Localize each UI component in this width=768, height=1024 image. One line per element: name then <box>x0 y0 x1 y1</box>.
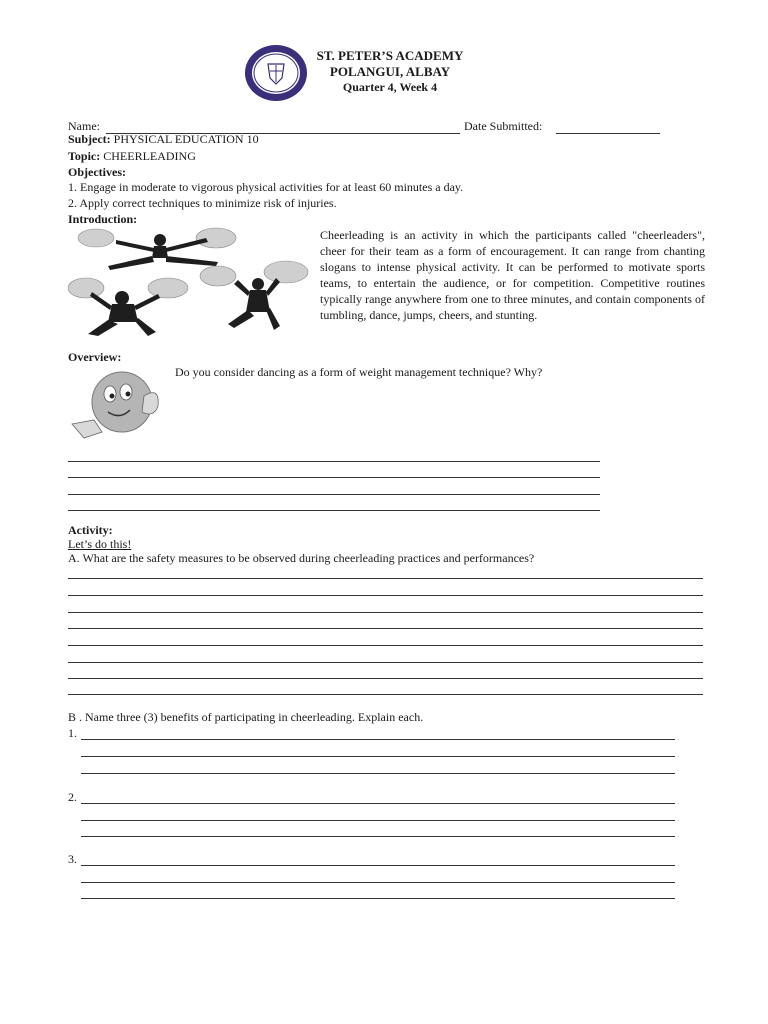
answer-line[interactable] <box>81 756 675 757</box>
cheerleaders-illustration <box>68 226 312 338</box>
subject-value: PHYSICAL EDUCATION 10 <box>113 132 259 146</box>
answer-line[interactable] <box>81 773 675 774</box>
item-number-2: 2. <box>68 790 77 804</box>
thinking-emoji-illustration <box>68 366 166 442</box>
answer-line[interactable] <box>81 803 675 804</box>
activity-heading: Activity: <box>68 523 113 537</box>
introduction-heading: Introduction: <box>68 212 138 226</box>
answer-line[interactable] <box>68 494 600 495</box>
question-a: A. What are the safety measures to be observed during cheerleading practices and performances? <box>68 551 535 565</box>
name-label: Name: <box>68 119 100 133</box>
answer-line[interactable] <box>68 645 703 646</box>
answer-line[interactable] <box>68 662 703 663</box>
school-seal <box>244 44 308 102</box>
answer-line[interactable] <box>68 595 703 596</box>
subject-line <box>68 132 259 147</box>
answer-line[interactable] <box>81 898 675 899</box>
activity-subheading: Let’s do this! <box>68 537 132 551</box>
question-b: B . Name three (3) benefits of participating in cheerleading. Explain each. <box>68 710 424 724</box>
topic-line <box>68 149 196 164</box>
objective-item: 1. Engage in moderate to vigorous physical activities for at least 60 minutes a day. <box>68 180 464 194</box>
overview-question: Do you consider dancing as a form of weight management technique? Why? <box>175 365 543 379</box>
answer-line[interactable] <box>81 865 675 866</box>
answer-line[interactable] <box>81 836 675 837</box>
topic-value: CHEERLEADING <box>103 149 196 163</box>
objectives-heading: Objectives: <box>68 165 126 179</box>
school-name: ST. PETER’S ACADEMY <box>316 48 464 63</box>
answer-line[interactable] <box>68 678 703 679</box>
introduction-text: Cheerleading is an activity in which the participants called "cheerleaders", cheer for their team as a form of encouragement. It can range from chanting slogans to intense physical activity. It can be performed to motivate sports teams, to entertain the audience, or for competition. Competitive routines typically range anywhere from one to three minutes, and contain components of tumbling, dance, jumps, cheers, and stunting. <box>320 228 705 322</box>
item-number-3: 3. <box>68 852 77 866</box>
objective-item: 2. Apply correct techniques to minimize risk of injuries. <box>68 196 337 210</box>
date-submitted-label: Date Submitted: <box>464 119 543 133</box>
answer-line[interactable] <box>68 628 703 629</box>
overview-heading: Overview: <box>68 350 122 364</box>
subject-label: Subject: <box>68 132 111 146</box>
answer-line[interactable] <box>68 477 600 478</box>
answer-line[interactable] <box>81 882 675 883</box>
answer-line[interactable] <box>68 461 600 462</box>
answer-line[interactable] <box>68 694 703 695</box>
item-number-1: 1. <box>68 726 77 740</box>
answer-line[interactable] <box>68 578 703 579</box>
answer-line[interactable] <box>68 612 703 613</box>
school-location: POLANGUI, ALBAY <box>329 64 451 79</box>
answer-line[interactable] <box>81 820 675 821</box>
date-field-line <box>556 133 660 134</box>
answer-line[interactable] <box>68 510 600 511</box>
answer-line[interactable] <box>81 739 675 740</box>
quarter-week: Quarter 4, Week 4 <box>342 80 438 94</box>
topic-label: Topic: <box>68 149 101 163</box>
